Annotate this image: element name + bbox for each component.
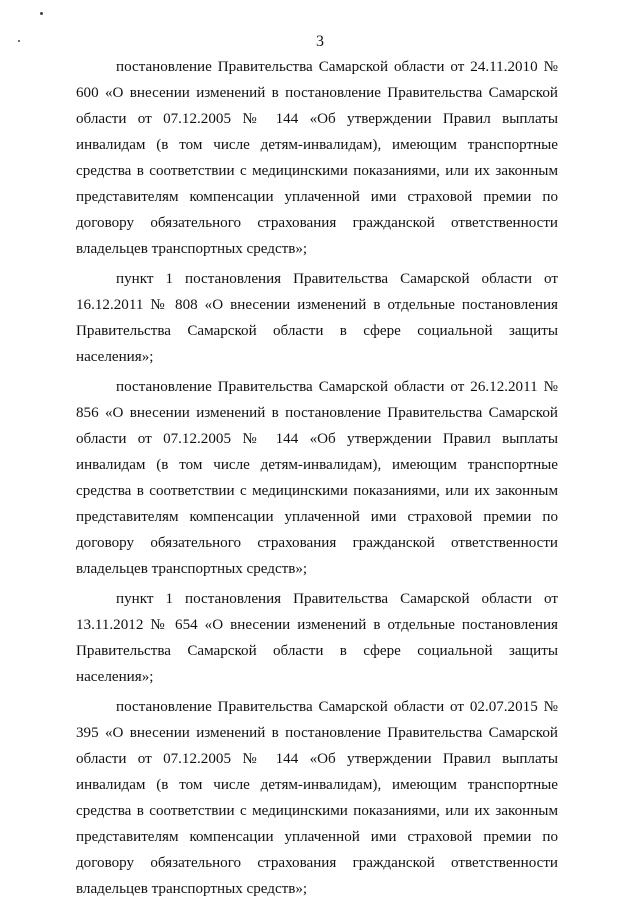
paragraph-item-654: пункт 1 постановления Правительства Самарской области от 13.11.2012 № 654 «О внесении изменений в отдельные постановления Правительства Самарской области в сфере социальной защиты населения»; <box>76 591 558 685</box>
document-body <box>76 54 558 906</box>
scan-speck <box>40 12 43 15</box>
page-number: 3 <box>316 33 324 50</box>
paragraph-resolution-600: постановление Правительства Самарской области от 24.11.2010 № 600 «О внесении изменений в постановление Правительства Самарской области от 07.12.2005 № 144 «Об утверждении Правил выплаты инвалидам (в том числе детям-инвалидам), имеющим транспортные средства в соответствии с медицинскими показаниями, или их законным представителям компенсации уплаченной ими страховой премии по договору обязательного страхования гражданской ответственности владельцев транспортных средств»; <box>76 59 558 257</box>
paragraph-resolution-395: постановление Правительства Самарской области от 02.07.2015 № 395 «О внесении изменений в постановление Правительства Самарской области от 07.12.2005 № 144 «Об утверждении Правил выплаты инвалидам (в том числе детям-инвалидам), имеющим транспортные средства в соответствии с медицинскими показаниями, или их законным представителям компенсации уплаченной ими страховой премии по договору обязательного страхования гражданской ответственности владельцев транспортных средств»; <box>76 699 558 897</box>
paragraph-resolution-856: постановление Правительства Самарской области от 26.12.2011 № 856 «О внесении изменений в постановление Правительства Самарской области от 07.12.2005 № 144 «Об утверждении Правил выплаты инвалидам (в том числе детям-инвалидам), имеющим транспортные средства в соответствии с медицинскими показаниями, или их законным представителям компенсации уплаченной ими страховой премии по договору обязательного страхования гражданской ответственности владельцев транспортных средств»; <box>76 379 558 577</box>
paragraph-item-808: пункт 1 постановления Правительства Самарской области от 16.12.2011 № 808 «О внесении изменений в отдельные постановления Правительства Самарской области в сфере социальной защиты населения»; <box>76 271 558 365</box>
